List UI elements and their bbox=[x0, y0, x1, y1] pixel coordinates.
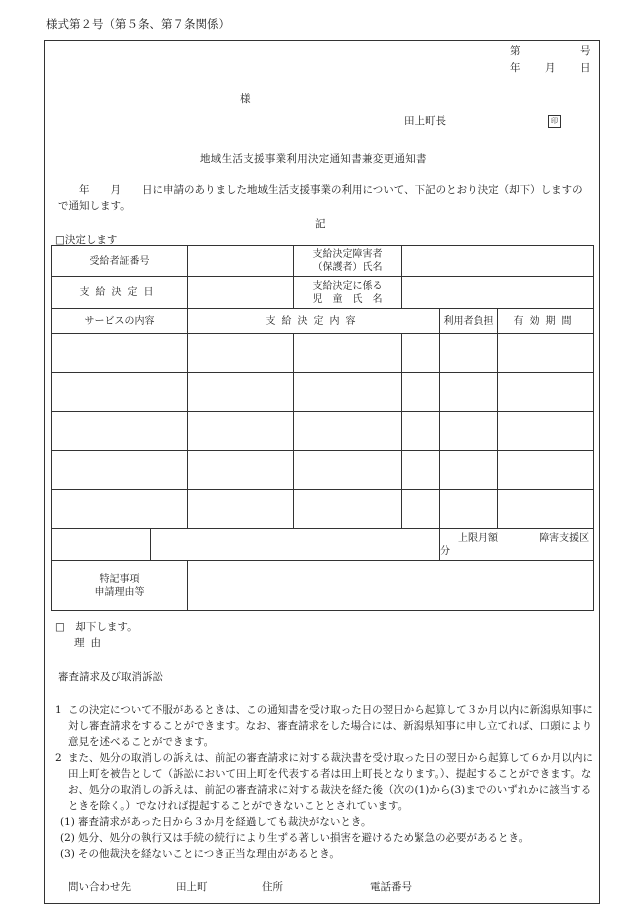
burden-cell[interactable] bbox=[440, 490, 498, 529]
period-cell[interactable] bbox=[498, 373, 594, 412]
service-cell[interactable] bbox=[52, 490, 188, 529]
limit-and-class-labels bbox=[440, 529, 594, 561]
appeal-notes bbox=[55, 702, 595, 862]
recipient-number-label: 受給者証番号 bbox=[52, 246, 188, 277]
contact-label: 問い合わせ先 bbox=[68, 881, 131, 893]
valid-period-header: 有効期間 bbox=[498, 309, 594, 334]
burden-cell[interactable] bbox=[440, 334, 498, 373]
document-number-suffix: 号 bbox=[580, 45, 591, 57]
service-cell[interactable] bbox=[52, 412, 188, 451]
content-cell[interactable] bbox=[188, 412, 294, 451]
user-burden-header: 利用者負担 bbox=[440, 309, 498, 334]
content-cell[interactable] bbox=[188, 334, 294, 373]
appeal-subnote-2: (2) 処分、処分の執行又は手続の続行により生ずる著しい損害を避けるため緊急の必要があるとき。 bbox=[60, 832, 530, 844]
issuer-name: 田上町長 bbox=[404, 115, 446, 127]
appeal-subnote-1: (1) 審査請求があった日から３か月を経過しても裁決がないとき。 bbox=[60, 816, 372, 828]
child-name-field[interactable] bbox=[402, 277, 594, 309]
appeal-heading: 審査請求及び取消訴訟 bbox=[58, 671, 163, 683]
decision-content-header: 支給決定内容 bbox=[188, 309, 440, 334]
service-cell[interactable] bbox=[52, 373, 188, 412]
service-cell[interactable] bbox=[52, 451, 188, 490]
seal-mark: 印 bbox=[548, 115, 561, 128]
form-number-label: 様式第２号（第５条、第７条関係） bbox=[46, 17, 230, 31]
content-cell[interactable] bbox=[294, 334, 402, 373]
content-cell[interactable] bbox=[402, 490, 440, 529]
date-day-label: 日 bbox=[580, 62, 591, 74]
content-cell[interactable] bbox=[402, 451, 440, 490]
content-cell[interactable] bbox=[188, 373, 294, 412]
appeal-subnote-3: (3) その他裁決を経ないことにつき正当な理由があるとき。 bbox=[60, 848, 340, 860]
applicant-name-field[interactable] bbox=[402, 246, 594, 277]
monthly-limit-label: 上限月額 bbox=[458, 532, 498, 544]
recipient-number-field[interactable] bbox=[188, 246, 294, 277]
content-cell[interactable] bbox=[402, 373, 440, 412]
date-month-label: 月 bbox=[545, 62, 556, 74]
content-cell[interactable] bbox=[294, 412, 402, 451]
period-cell[interactable] bbox=[498, 490, 594, 529]
service-cell[interactable] bbox=[52, 334, 188, 373]
content-cell[interactable] bbox=[294, 490, 402, 529]
content-cell[interactable] bbox=[188, 490, 294, 529]
remarks-field[interactable] bbox=[188, 561, 594, 611]
decision-date-label: 支給決定日 bbox=[52, 277, 188, 309]
content-cell[interactable] bbox=[294, 373, 402, 412]
limit-row-blank-cell[interactable] bbox=[151, 529, 440, 561]
period-cell[interactable] bbox=[498, 334, 594, 373]
decision-table bbox=[51, 245, 594, 611]
remarks-label: 特記事項 申請理由等 bbox=[52, 561, 188, 611]
intro-paragraph: 年 月 日に申請のありました地域生活支援事業の利用について、下記のとおり決定（却下）しますので通知します。 bbox=[58, 184, 583, 212]
document-number-prefix: 第 bbox=[510, 45, 521, 57]
child-name-label: 支給決定に係る 児 童 氏 名 bbox=[294, 277, 402, 309]
period-cell[interactable] bbox=[498, 412, 594, 451]
content-cell[interactable] bbox=[188, 451, 294, 490]
reason-label: 理由 bbox=[74, 637, 107, 649]
content-cell[interactable] bbox=[402, 412, 440, 451]
service-content-header: サービスの内容 bbox=[52, 309, 188, 334]
burden-cell[interactable] bbox=[440, 373, 498, 412]
decision-checkbox-label: □決定します bbox=[55, 234, 118, 246]
date-year-label: 年 bbox=[510, 62, 521, 74]
applicant-name-label: 支給決定障害者 （保護者）氏名 bbox=[294, 246, 402, 277]
appeal-note-1: 1 この決定について不服があるときは、この通知書を受け取った日の翌日から起算して３か月以内に新潟県知事に対し審査請求をすることができます。なお、審査請求をした場合には、新潟県知事に申し立てれば、口頭により意見を述べることができます。 bbox=[55, 704, 593, 748]
contact-town: 田上町 bbox=[176, 881, 208, 893]
decision-date-field[interactable] bbox=[188, 277, 294, 309]
contact-phone-label: 電話番号 bbox=[370, 881, 412, 893]
document-title: 地域生活支援事業利用決定通知書兼変更通知書 bbox=[200, 153, 427, 165]
period-cell[interactable] bbox=[498, 451, 594, 490]
content-cell[interactable] bbox=[294, 451, 402, 490]
contact-address-label: 住所 bbox=[262, 881, 283, 893]
disability-class-label: 障害支援区分 bbox=[440, 532, 590, 557]
burden-cell[interactable] bbox=[440, 412, 498, 451]
limit-row-left-cell[interactable] bbox=[52, 529, 151, 561]
content-cell[interactable] bbox=[402, 334, 440, 373]
burden-cell[interactable] bbox=[440, 451, 498, 490]
rejection-checkbox-label: □ 却下します。 bbox=[55, 621, 138, 633]
ki-heading: 記 bbox=[315, 218, 326, 230]
appeal-note-2: 2 また、処分の取消しの訴えは、前記の審査請求に対する裁決書を受け取った日の翌日から起算して６か月以内に田上町を被告として（訴訟において田上町を代表する者は田上町長となります。）、提起することができます。なお、処分の取消しの訴えは、前記の審査請求に対する裁決を経た後（次の(1)から(3)までのいずれかに該当するときを除く。）でなければ提起することができないこととされています。 bbox=[55, 752, 593, 812]
addressee-suffix: 様 bbox=[240, 93, 251, 105]
